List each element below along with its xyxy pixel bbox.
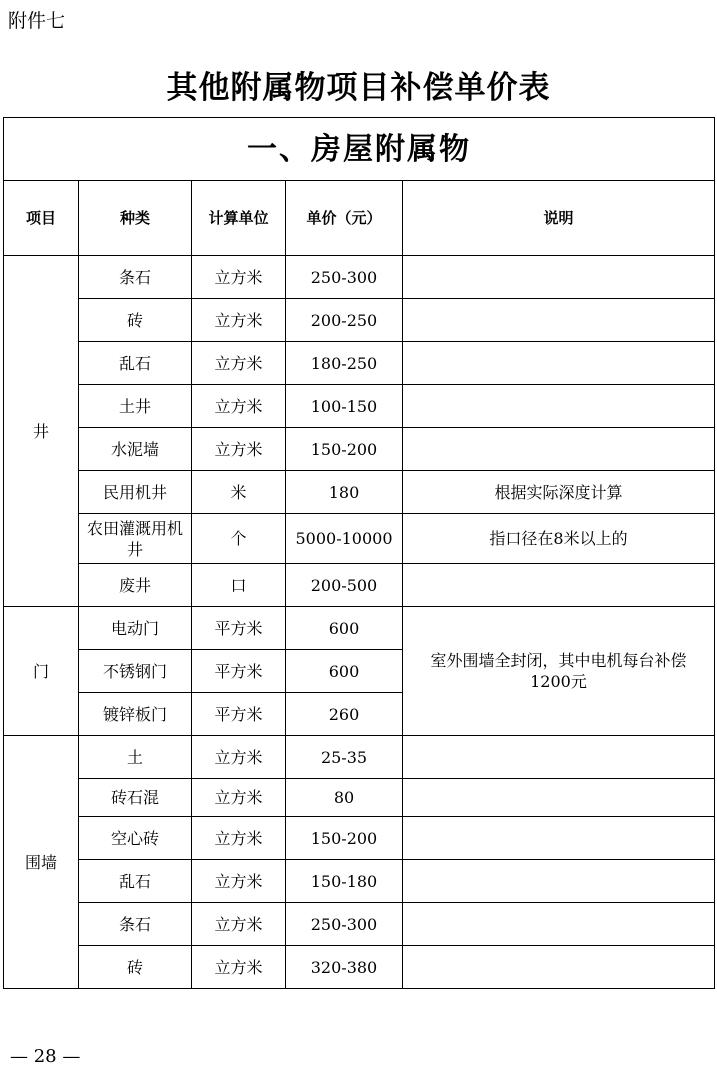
- row-kind: 农田灌溉用机井: [79, 514, 192, 564]
- row-unit: 立方米: [192, 817, 286, 860]
- row-kind: 不锈钢门: [79, 650, 192, 693]
- row-kind: 电动门: [79, 607, 192, 650]
- row-price: 150-200: [286, 817, 403, 860]
- row-unit: 口: [192, 564, 286, 607]
- row-price: 320-380: [286, 946, 403, 989]
- group-name: 围墙: [4, 736, 79, 989]
- row-kind: 乱石: [79, 342, 192, 385]
- row-unit: 立方米: [192, 385, 286, 428]
- row-unit: 立方米: [192, 299, 286, 342]
- row-kind: 民用机井: [79, 471, 192, 514]
- row-kind: 镀锌板门: [79, 693, 192, 736]
- annex-label: 附件七: [8, 10, 66, 32]
- row-unit: 立方米: [192, 428, 286, 471]
- row-kind: 砖: [79, 946, 192, 989]
- row-note: [403, 428, 715, 471]
- section-title: 一、房屋附属物: [4, 118, 715, 181]
- row-price: 200-250: [286, 299, 403, 342]
- shared-note: 室外围墙全封闭，其中电机每台补偿1200元: [403, 607, 715, 736]
- row-unit: 立方米: [192, 342, 286, 385]
- header-unit: 计算单位: [192, 181, 286, 256]
- row-price: 200-500: [286, 564, 403, 607]
- row-unit: 平方米: [192, 607, 286, 650]
- compensation-table: [3, 117, 715, 989]
- row-note: [403, 946, 715, 989]
- row-unit: 个: [192, 514, 286, 564]
- row-unit: 立方米: [192, 736, 286, 779]
- row-price: 150-180: [286, 860, 403, 903]
- header-item: 项目: [4, 181, 79, 256]
- row-note: [403, 342, 715, 385]
- page-title: 其他附属物项目补偿单价表: [166, 70, 551, 106]
- row-kind: 条石: [79, 903, 192, 946]
- row-price: 80: [286, 779, 403, 817]
- row-unit: 立方米: [192, 946, 286, 989]
- row-note: [403, 860, 715, 903]
- row-kind: 土: [79, 736, 192, 779]
- row-unit: 立方米: [192, 903, 286, 946]
- row-kind: 土井: [79, 385, 192, 428]
- row-unit: 立方米: [192, 860, 286, 903]
- row-unit: 平方米: [192, 650, 286, 693]
- row-kind: 砖石混: [79, 779, 192, 817]
- row-unit: 立方米: [192, 779, 286, 817]
- row-price: 180: [286, 471, 403, 514]
- row-price: 600: [286, 607, 403, 650]
- row-price: 150-200: [286, 428, 403, 471]
- row-price: 600: [286, 650, 403, 693]
- row-price: 25-35: [286, 736, 403, 779]
- row-kind: 条石: [79, 256, 192, 299]
- row-price: 260: [286, 693, 403, 736]
- row-kind: 废井: [79, 564, 192, 607]
- row-note: [403, 385, 715, 428]
- row-unit: 立方米: [192, 256, 286, 299]
- row-note: 根据实际深度计算: [403, 471, 715, 514]
- row-price: 180-250: [286, 342, 403, 385]
- header-note: 说明: [403, 181, 715, 256]
- row-kind: 水泥墙: [79, 428, 192, 471]
- header-price: 单价（元）: [286, 181, 403, 256]
- row-kind: 空心砖: [79, 817, 192, 860]
- row-note: [403, 736, 715, 779]
- row-price: 100-150: [286, 385, 403, 428]
- row-price: 250-300: [286, 903, 403, 946]
- row-kind: 砖: [79, 299, 192, 342]
- row-price: 5000-10000: [286, 514, 403, 564]
- header-kind: 种类: [79, 181, 192, 256]
- group-name: 门: [4, 607, 79, 736]
- row-note: [403, 256, 715, 299]
- row-note: [403, 299, 715, 342]
- row-note: [403, 817, 715, 860]
- group-name: 井: [4, 256, 79, 607]
- row-price: 250-300: [286, 256, 403, 299]
- row-note: 指口径在8米以上的: [403, 514, 715, 564]
- row-note: [403, 564, 715, 607]
- row-note: [403, 903, 715, 946]
- row-unit: 米: [192, 471, 286, 514]
- row-kind: 乱石: [79, 860, 192, 903]
- page-number: — 28 —: [10, 1046, 81, 1067]
- row-note: [403, 779, 715, 817]
- row-unit: 平方米: [192, 693, 286, 736]
